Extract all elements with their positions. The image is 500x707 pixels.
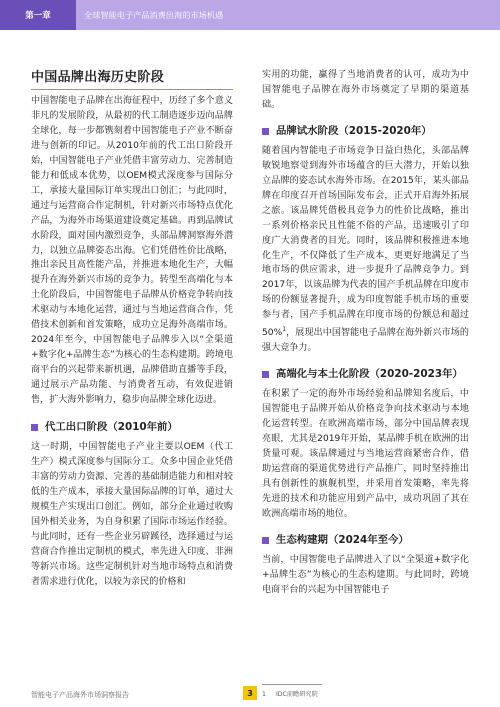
right-column xyxy=(262,68,469,598)
section-title: 中国品牌出海历史阶段 xyxy=(31,66,233,90)
page-number: 3 xyxy=(243,686,257,700)
stage-heading-high-end: 高端化与本土化阶段（2020-2023年） xyxy=(262,367,469,381)
stage-body-ecosystem: 当前，中国智能电子品牌进入了以“全渠道+数字化+品牌生态”为核心的生态构建期。与此同时，跨境电商平台的兴起为中国智能电子 xyxy=(262,554,469,595)
stage-heading-ecosystem: 生态构建期（2024年至今） xyxy=(262,533,469,547)
stage-heading-brand-trial: 品牌试水阶段（2015-2020年） xyxy=(262,124,469,138)
footnote-text: IDC前瞻研究院 xyxy=(275,691,318,698)
footnote-ref: 1 xyxy=(282,326,287,334)
stage-heading-oem: 代工出口阶段（2010年前） xyxy=(31,420,233,434)
chapter-label: 第一章 xyxy=(0,0,76,30)
square-bullet-icon xyxy=(262,371,269,378)
footnote-rule xyxy=(262,684,322,685)
footnote xyxy=(262,689,318,698)
stage-body-brand-trial: 随着国内智能电子市场竞争日益白热化，头部品牌敏锐地察觉到海外市场蕴含的巨大潜力，开始以独立品牌的姿态试水海外市场。在2015年，某头部品牌在印度召开首场国际发布会，正式开启海外拓展之旅。该品牌凭借极具竞争力的性价比战略，推出一系列价格亲民且性能不俗的产品，迅速吸引了印度广大消费者的目光。同时，该品牌积极推进本地化生产，不仅降低了生产成本，更更好地满足了当地市场的供应需求，进一步提升了品牌竞争力。到 2017年，以该品牌为代表的国产手机品牌在印度市场的份额显著提升，成为印度智能手机市场的重要参与者，国产手机品牌在印度市场的份额总和超过50%$^1$，展现出中国智能电子品牌在海外新兴市场的强大竞争力。 xyxy=(262,145,469,354)
stage-body-oem: 这一时期，中国智能电子产业主要以OEM（代工生产）模式深度参与国际分工。众多中国企业凭借丰富的劳动力资源、完善的基础制造能力和相对较低的生产成本，承接大量国际品牌的订单，通过大规模生产实现出口创汇。例如，部分企业通过收购国外相关业务，为自身积累了国际市场运作经验。与此同时，还有一些企业另辟蹊径，选择通过与运营商合作推出定制机的模式，率先进入印度、非洲等新兴市场。这些定制机针对当地市场特点和消费者需求进行优化，以较为亲民的价格和 xyxy=(31,442,233,587)
stage-body-high-end: 在积累了一定的海外市场经验和品牌知名度后，中国智能电子品牌开始从价格竞争向技术驱动与本地化运营转型。在欧洲高端市场，部分中国品牌表现亮眼，尤其是2019年开始，某品牌手机在欧洲的出货量可观。该品牌通过与当地运营商紧密合作，借助运营商的渠道优势进行产品推广，同时坚持推出具有创新性的旗舰机型，并采用首发策略，率先将先进的技术和功能应用到产品中，成功巩固了其在欧洲高端市场的地位。 xyxy=(262,389,469,519)
stage-body-oem-continued: 实用的功能，赢得了当地消费者的认可，成功为中国智能电子品牌在海外市场奠定了早期的渠道基础。 xyxy=(262,70,469,110)
left-column xyxy=(31,66,233,590)
square-bullet-icon xyxy=(31,424,38,431)
square-bullet-icon xyxy=(262,537,269,544)
chapter-header xyxy=(0,0,500,30)
square-bullet-icon xyxy=(262,128,269,135)
footnote-number: 1 xyxy=(262,691,266,698)
report-title: 智能电子产品海外市场洞察报告 xyxy=(31,691,129,699)
chapter-title: 全球智能电子产品消费出海的市场机遇 xyxy=(84,10,224,20)
intro-paragraph: 中国智能电子品牌在出海征程中，历经了多个意义非凡的发展阶段，从最初的代工制造逐步迈向品牌全球化，每一步都镌刻着中国智能电子产业不断奋进与创新的印记。从2010年前的代工出口阶段开始，中国智能电子产业凭借丰富劳动力、完善制造能力和低成本优势，以OEM模式深度参与国际分工，承接大量国际订单实现出口创汇；与此同时，通过与运营商合作定制机，针对新兴市场特点优化产品，为海外市场渠道建设奠定基础。再到品牌试水阶段，面对国内激烈竞争，头部品牌洞察海外潜力，以独立品牌姿态出海。它们凭借性价比战略，推出亲民且高性能产品，并推进本地化生产，大幅提升在海外新兴市场的竞争力。转型至高端化与本土化阶段后，中国智能电子品牌从价格竞争转向技术驱动与本地化运营，通过与当地运营商合作，凭借技术创新和首发策略，成功立足海外高端市场。2024年至今，中国智能电子品牌步入以“全渠道+数字化+品牌生态”为核心的生态构建期。跨境电商平台的兴起带来新机遇，品牌借助直播等手段，通过展示产品功能、与消费者互动，有效促进销售，扩大海外影响力，稳步向品牌全球化迈进。 xyxy=(31,96,233,406)
